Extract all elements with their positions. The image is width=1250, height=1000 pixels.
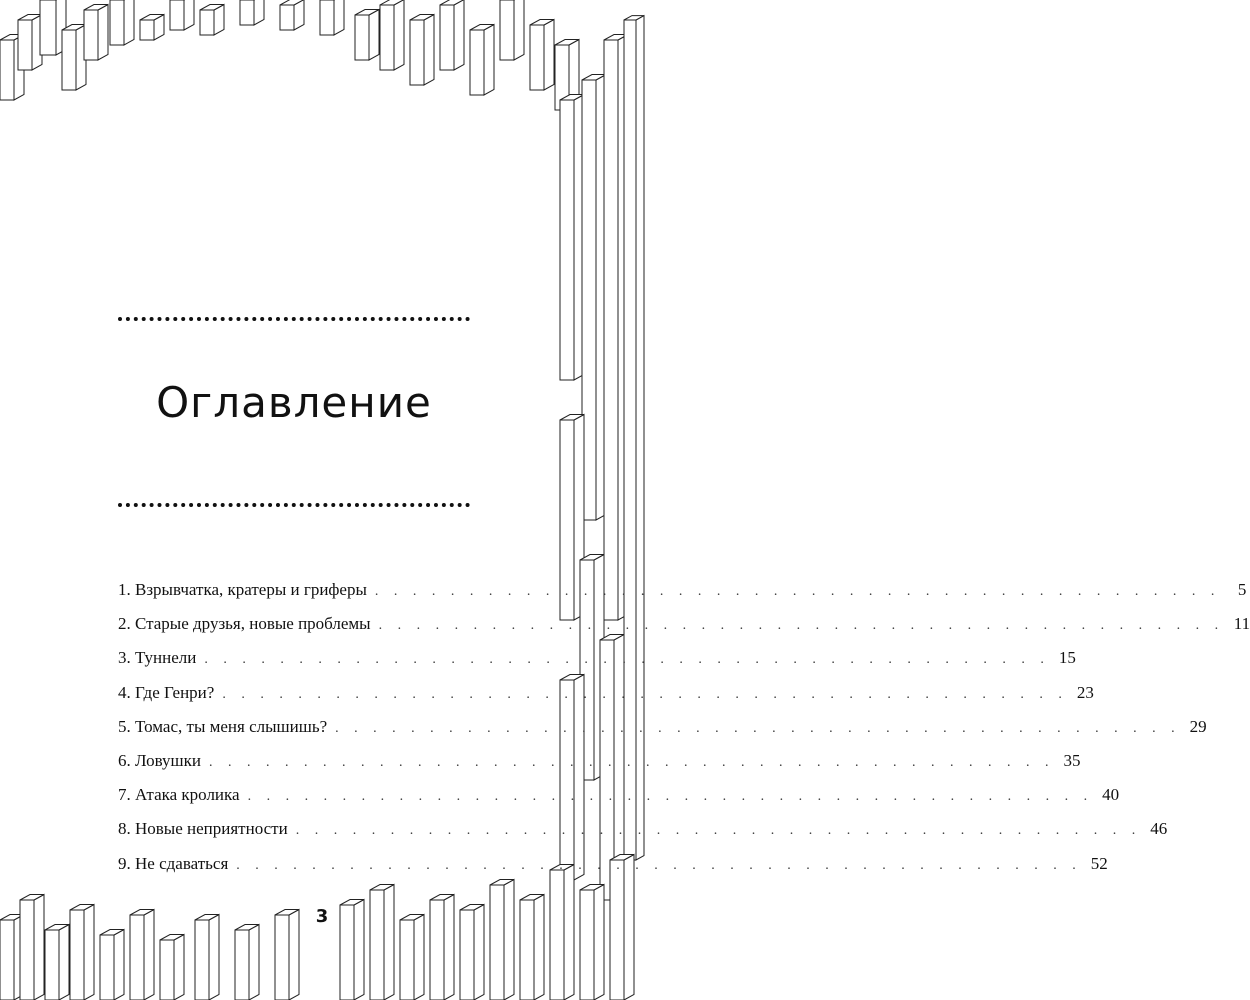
toc-leader-dots: . . . . . . . . . . . . . . . . . . . . . . . . . . . . . . . . . . . . . . . . . . . . . (374, 584, 1221, 599)
toc-entry-title: 4. Где Генри? (118, 682, 215, 702)
toc-entry[interactable] (118, 847, 1108, 881)
page-title: Оглавление (156, 378, 432, 427)
toc-entry-title: 9. Не сдаваться (118, 853, 229, 873)
toc-leader-dots: . . . . . . . . . . . . . . . . . . . . . . . . . . . . . . . . . . . . . . . . . . . . . (209, 754, 1055, 770)
toc-entry-page: 23 (1076, 682, 1094, 702)
toc-leader-dots: . . . . . . . . . . . . . . . . . . . . . . . . . . . . . . . . . . . . . . . . . . . . . (222, 686, 1068, 702)
toc-leader-dots: . . . . . . . . . . . . . . . . . . . . . . . . . . . . . . . . . . . . . . . . . . . . . (335, 720, 1181, 736)
table-of-contents (118, 573, 1250, 881)
toc-entry[interactable] (118, 607, 1250, 641)
toc-entry[interactable] (118, 744, 1081, 778)
toc-leader-dots: . . . . . . . . . . . . . . . . . . . . . . . . . . . . . . . . . . . . . . . . . . . . . (204, 652, 1050, 668)
toc-entry-page: 52 (1090, 853, 1108, 873)
page-number: 3 (315, 906, 329, 927)
toc-leader-dots: . . . . . . . . . . . . . . . . . . . . . . . . . . . . . . . . . . . . . . . . . . . . . (378, 618, 1225, 634)
toc-entry-title: 3. Туннели (118, 648, 197, 668)
toc-entry-page: 46 (1150, 819, 1168, 839)
toc-entry-title: 5. Томас, ты меня слышишь? (118, 716, 328, 736)
toc-entry[interactable] (118, 573, 1247, 607)
toc-entry[interactable] (118, 812, 1168, 846)
toc-entry-page: 15 (1058, 648, 1076, 668)
toc-leader-dots: . . . . . . . . . . . . . . . . . . . . . . . . . . . . . . . . . . . . . . . . . . . . . (236, 857, 1082, 873)
toc-leader-dots: . . . . . . . . . . . . . . . . . . . . . . . . . . . . . . . . . . . . . . . . . . . . . (247, 789, 1094, 805)
toc-entry-title: 7. Атака кролика (118, 785, 240, 805)
toc-entry-page: 35 (1063, 750, 1081, 770)
toc-leader-dots: . . . . . . . . . . . . . . . . . . . . . . . . . . . . . . . . . . . . . . . . . . . . . (295, 823, 1142, 839)
toc-entry-title: 1. Взрывчатка, кратеры и гриферы (118, 580, 367, 599)
toc-entry-title: 6. Ловушки (118, 750, 201, 770)
toc-entry-title: 2. Старые друзья, новые проблемы (118, 614, 371, 634)
dotted-rule-top (118, 317, 470, 321)
toc-entry[interactable] (118, 710, 1207, 744)
toc-entry[interactable] (118, 641, 1076, 675)
toc-entry[interactable] (118, 778, 1120, 812)
dotted-rule-bottom (118, 503, 470, 507)
toc-entry-page: 5 (1237, 580, 1247, 599)
toc-entry-title: 8. Новые неприятности (118, 819, 288, 839)
toc-entry-page: 11 (1233, 614, 1250, 634)
toc-entry-page: 29 (1189, 716, 1207, 736)
toc-entry[interactable] (118, 676, 1094, 710)
toc-entry-page: 40 (1102, 785, 1120, 805)
